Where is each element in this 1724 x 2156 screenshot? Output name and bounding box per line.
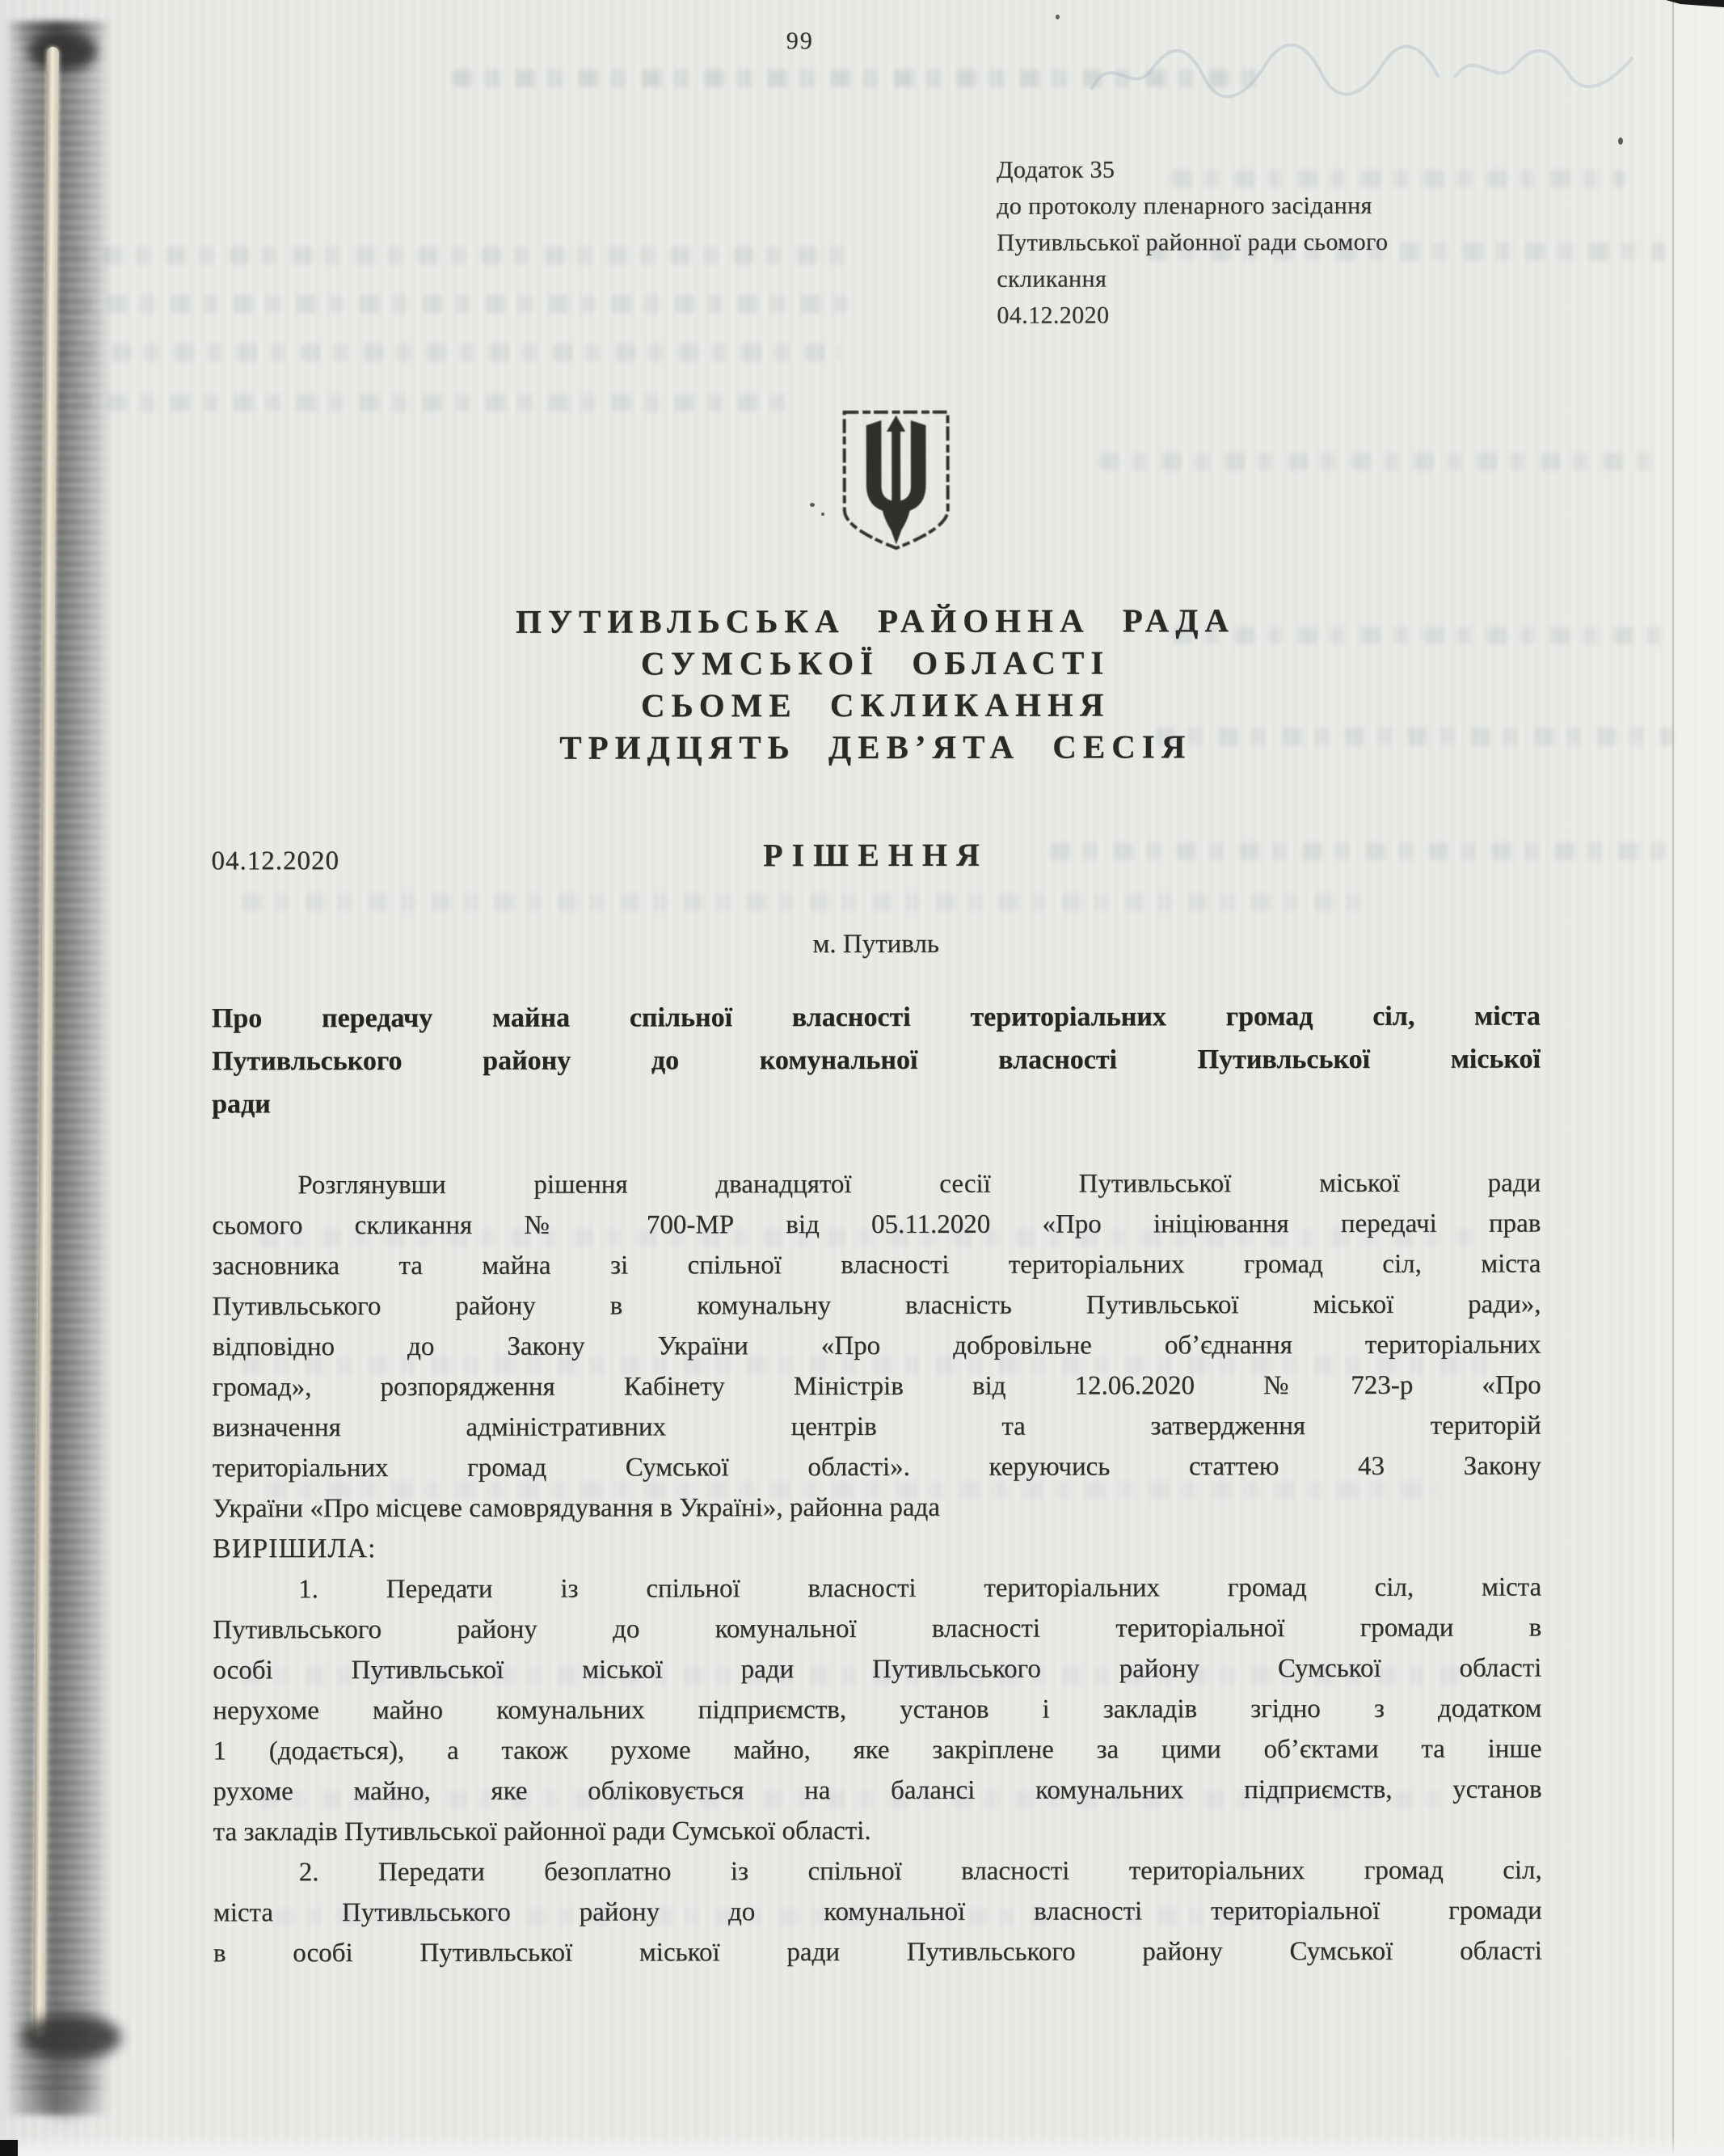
preamble-line: територіальних громад Сумської області». керуючись статтею 43 Закону <box>212 1451 1541 1483</box>
ink-speck <box>810 503 815 507</box>
council-name <box>211 599 1540 770</box>
ink-speck <box>821 513 824 516</box>
appendix-note-line: Додаток 35 <box>997 156 1115 184</box>
scan-corner-bottom-left <box>0 2140 18 2156</box>
decision-title-line: Путивльського району до комунальної власності Путивльської міської <box>211 1044 1541 1077</box>
preamble-line: визначення адміністративних центрів та затвердження територій <box>212 1411 1541 1443</box>
decision-date: 04.12.2020 <box>211 846 340 876</box>
decision-place: м. Путивль <box>812 929 939 960</box>
resolution-item-line: Путивльського району до комунальної власності територіальної громади в <box>213 1613 1542 1645</box>
preamble-line: відповідно до Закону України «Про добровільне об’єднання територіальних <box>212 1330 1541 1362</box>
council-name-line: ПУТИВЛЬСЬКА РАЙОННА РАДА <box>515 601 1236 640</box>
binding-knot-tail <box>39 2058 91 2116</box>
scan-edge-right <box>1675 0 1724 2156</box>
preamble-line: сьомого скликання № 700-МР від 05.11.2020 «Про ініціювання передачі прав <box>212 1209 1541 1241</box>
resolution-item-line: нерухоме майно комунальних підприємств, установ і закладів згідно з додатком <box>213 1694 1542 1726</box>
ink-speck <box>1056 15 1060 19</box>
decision-title-line: ради <box>212 1089 271 1120</box>
binding-strip-texture <box>5 21 112 2091</box>
resolution-item-line: 1. Передати із спільної власності територіальних громад сіл, міста <box>298 1572 1542 1605</box>
decision-title-line: Про передачу майна спільної власності територіальних громад сіл, міста <box>211 1001 1541 1034</box>
resolution-item-line: особі Путивльської міської ради Путивльського району Сумської області <box>213 1653 1542 1686</box>
resolution-item-line: та закладів Путивльської районної ради Сумської області. <box>213 1816 871 1847</box>
decision-type-label: РІШЕННЯ <box>763 836 988 874</box>
appendix-note-line: 04.12.2020 <box>997 302 1110 329</box>
appendix-note-line: Путивльської районної ради сьомого <box>997 228 1389 256</box>
preamble-line: України «Про місцеве самоврядування в Україні», районна рада <box>212 1492 940 1524</box>
resolution-item-line: міста Путивльського району до комунальної власності територіальної громади <box>213 1896 1542 1928</box>
preamble-line: Розглянувши рішення дванадцятої сесії Путивльської міської ради <box>297 1168 1541 1200</box>
decision-title <box>212 995 1541 1126</box>
council-name-line: СЬОМЕ СКЛИКАННЯ <box>640 686 1111 724</box>
preamble <box>212 1163 1541 1529</box>
resolution-item-line: рухоме майно, яке обліковується на балансі комунальних підприємств, установ <box>213 1774 1542 1807</box>
scan-edge-line <box>1672 0 1674 2156</box>
resolution-item-1 <box>213 1567 1542 1853</box>
resolution-item-line: 1 (додається), а також рухоме майно, яке закріплене за цими об’єктами та інше <box>213 1734 1542 1766</box>
resolution-item-line: в особі Путивльської міської ради Путивльського району Сумської області <box>213 1936 1542 1968</box>
page-number: 99 <box>786 27 814 55</box>
ink-speck <box>1618 137 1623 145</box>
council-name-line: ТРИДЦЯТЬ ДЕВ’ЯТА СЕСІЯ <box>559 728 1192 766</box>
council-name-line: СУМСЬКОЇ ОБЛАСТІ <box>640 643 1111 682</box>
appendix-note-line: скликання <box>997 265 1107 293</box>
preamble-line: громад», розпорядження Кабінету Міністрів від 12.06.2020 №723-р «Про <box>212 1370 1541 1403</box>
trident-emblem-icon <box>837 407 956 554</box>
appendix-note-line: до протоколу пленарного засідання <box>997 192 1372 220</box>
resolved-label: ВИРІШИЛА: <box>212 1534 377 1564</box>
resolution-item-line: 2. Передати безоплатно із спільної власності територіальних громад сіл, <box>298 1855 1542 1888</box>
appendix-note <box>997 150 1562 333</box>
binding-knot-top <box>29 32 97 71</box>
binding-knot-bottom <box>21 2015 121 2060</box>
preamble-line: засновника та майна зі спільної власності територіальних громад сіл, міста <box>212 1249 1541 1281</box>
preamble-line: Путивльського району в комунальну власність Путивльської міської ради», <box>212 1289 1541 1322</box>
scan-bottom-band <box>0 2135 1724 2156</box>
resolution-item-2 <box>213 1850 1542 1974</box>
